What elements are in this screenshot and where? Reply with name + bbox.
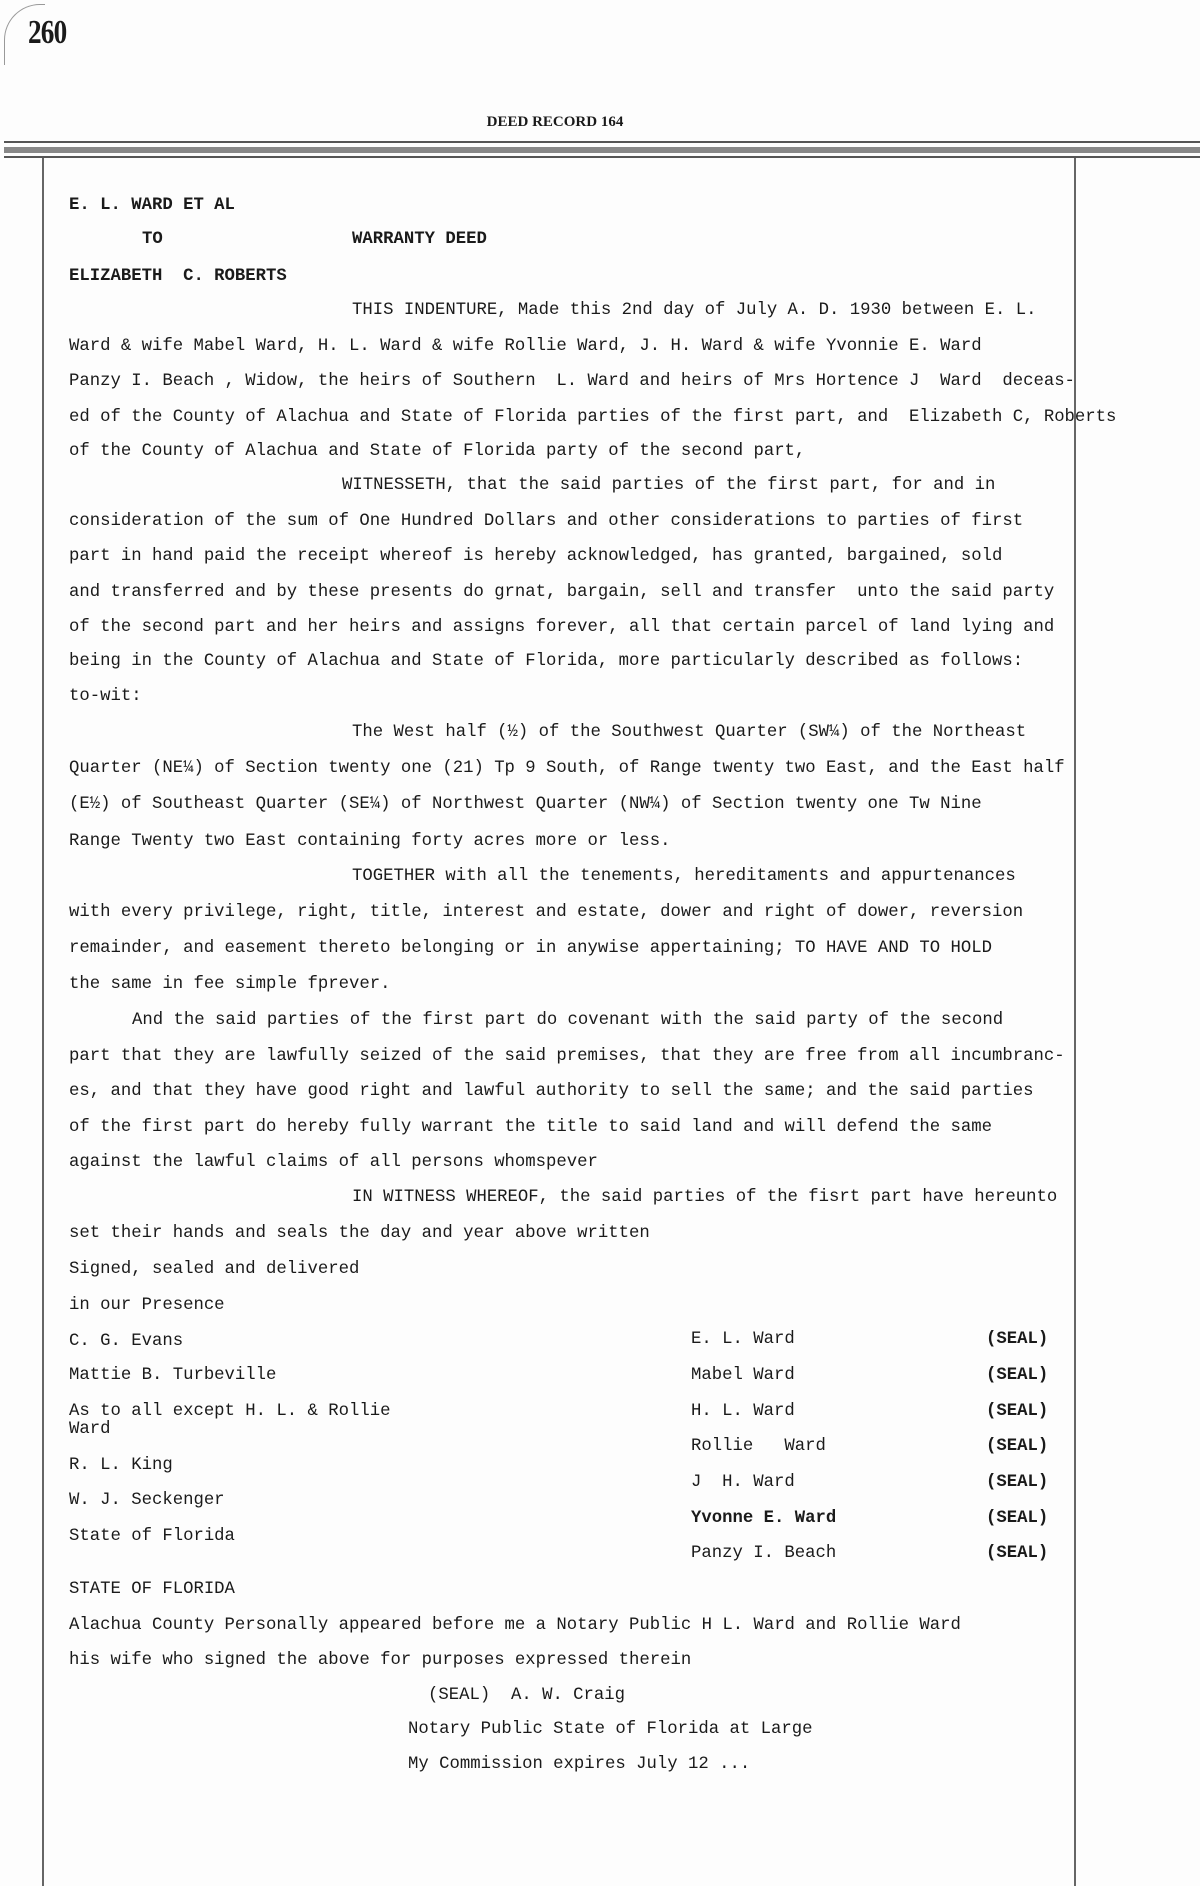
- to-label: TO: [142, 230, 163, 249]
- signer-name: Panzy I. Beach: [691, 1544, 837, 1563]
- body-line: of the County of Alachua and State of Florida party of the second part,: [69, 442, 806, 461]
- seal-mark: (SEAL): [986, 1402, 1049, 1421]
- body-line: the same in fee simple fprever.: [69, 975, 391, 994]
- seal-mark: (SEAL): [986, 1509, 1049, 1528]
- header-rule: [4, 147, 1200, 153]
- body-line: Signed, sealed and delivered: [69, 1260, 360, 1279]
- body-line: The West half (½) of the Southwest Quarter (SW¼) of the Northeast: [352, 723, 1027, 742]
- witness-note: As to all except H. L. & Rollie: [69, 1402, 391, 1421]
- notary-title: Notary Public State of Florida at Large: [408, 1720, 813, 1739]
- body-line: and transferred and by these presents do grnat, bargain, sell and transfer unto the said party: [69, 583, 1055, 602]
- witness-name: C. G. Evans: [69, 1332, 184, 1351]
- grantee: ELIZABETH C. ROBERTS: [69, 267, 287, 286]
- signer-name: E. L. Ward: [691, 1330, 795, 1349]
- body-line: to-wit:: [69, 687, 142, 706]
- witness-note: Ward: [69, 1420, 111, 1439]
- signer-name: Rollie Ward: [691, 1437, 826, 1456]
- witness-name: W. J. Seckenger: [69, 1491, 225, 1510]
- seal-mark: (SEAL): [986, 1473, 1049, 1492]
- body-line: (E½) of Southeast Quarter (SE¼) of Northwest Quarter (NW¼) of Section twenty one Tw Nine: [69, 795, 982, 814]
- body-line: part that they are lawfully seized of the said premises, that they are free from all incumbranc-: [69, 1047, 1065, 1066]
- signer-name: J H. Ward: [691, 1473, 795, 1492]
- ack-line: Alachua County Personally appeared before me a Notary Public H L. Ward and Rollie Ward: [69, 1616, 961, 1635]
- witness-name: R. L. King: [69, 1456, 173, 1475]
- body-line: of the second part and her heirs and assigns forever, all that certain parcel of land lying and: [69, 618, 1055, 637]
- header-rule: [4, 156, 1200, 158]
- body-line: Quarter (NE¼) of Section twenty one (21) Tp 9 South, of Range twenty two East, and the East half: [69, 759, 1065, 778]
- body-line: Panzy I. Beach , Widow, the heirs of Southern L. Ward and heirs of Mrs Hortence J Ward deceas-: [69, 372, 1075, 391]
- notary-commission: My Commission expires July 12 ...: [408, 1755, 751, 1774]
- body-line: consideration of the sum of One Hundred Dollars and other considerations to parties of first: [69, 512, 1024, 531]
- ack-line: his wife who signed the above for purposes expressed therein: [69, 1651, 692, 1670]
- signer-name: Yvonne E. Ward: [691, 1509, 837, 1528]
- left-margin-line: [42, 158, 44, 1886]
- body-line: THIS INDENTURE, Made this 2nd day of July A. D. 1930 between E. L.: [352, 301, 1037, 320]
- record-header: DEED RECORD 164: [486, 114, 624, 130]
- body-line: TOGETHER with all the tenements, hereditaments and appurtenances: [352, 867, 1016, 886]
- seal-mark: (SEAL): [986, 1544, 1049, 1563]
- body-line: es, and that they have good right and lawful authority to sell the same; and the said parties: [69, 1082, 1034, 1101]
- signer-name: Mabel Ward: [691, 1366, 795, 1385]
- page-number: 260: [28, 14, 67, 51]
- body-line: IN WITNESS WHEREOF, the said parties of the fisrt part have hereunto: [352, 1188, 1058, 1207]
- notary-signature: (SEAL) A. W. Craig: [428, 1686, 626, 1705]
- seal-mark: (SEAL): [986, 1366, 1049, 1385]
- body-line: remainder, and easement thereto belonging or in anywise appertaining; TO HAVE AND TO HOLD: [69, 939, 992, 958]
- body-line: set their hands and seals the day and year above written: [69, 1224, 650, 1243]
- body-line: being in the County of Alachua and State of Florida, more particularly described as follows:: [69, 652, 1024, 671]
- seal-mark: (SEAL): [986, 1437, 1049, 1456]
- body-line: Range Twenty two East containing forty acres more or less.: [69, 832, 671, 851]
- body-line: Ward & wife Mabel Ward, H. L. Ward & wife Rollie Ward, J. H. Ward & wife Yvonnie E. Ward: [69, 337, 982, 356]
- body-line: part in hand paid the receipt whereof is hereby acknowledged, has granted, bargained, sold: [69, 547, 1003, 566]
- body-line: in our Presence: [69, 1296, 225, 1315]
- seal-mark: (SEAL): [986, 1330, 1049, 1349]
- deed-type: WARRANTY DEED: [352, 230, 487, 249]
- ack-line: STATE OF FLORIDA: [69, 1580, 235, 1599]
- witness-note: State of Florida: [69, 1527, 235, 1546]
- witness-name: Mattie B. Turbeville: [69, 1366, 277, 1385]
- body-line: WITNESSETH, that the said parties of the first part, for and in: [342, 476, 996, 495]
- header-rule: [4, 141, 1200, 143]
- body-line: with every privilege, right, title, interest and estate, dower and right of dower, reversion: [69, 903, 1024, 922]
- grantor: E. L. WARD ET AL: [69, 196, 235, 215]
- signer-name: H. L. Ward: [691, 1402, 795, 1421]
- body-line: of the first part do hereby fully warrant the title to said land and will defend the same: [69, 1118, 992, 1137]
- body-line: ed of the County of Alachua and State of Florida parties of the first part, and Elizabeth C, Roberts: [69, 408, 1117, 427]
- body-line: against the lawful claims of all persons whomspever: [69, 1153, 598, 1172]
- body-line: And the said parties of the first part do covenant with the said party of the second: [132, 1011, 1004, 1030]
